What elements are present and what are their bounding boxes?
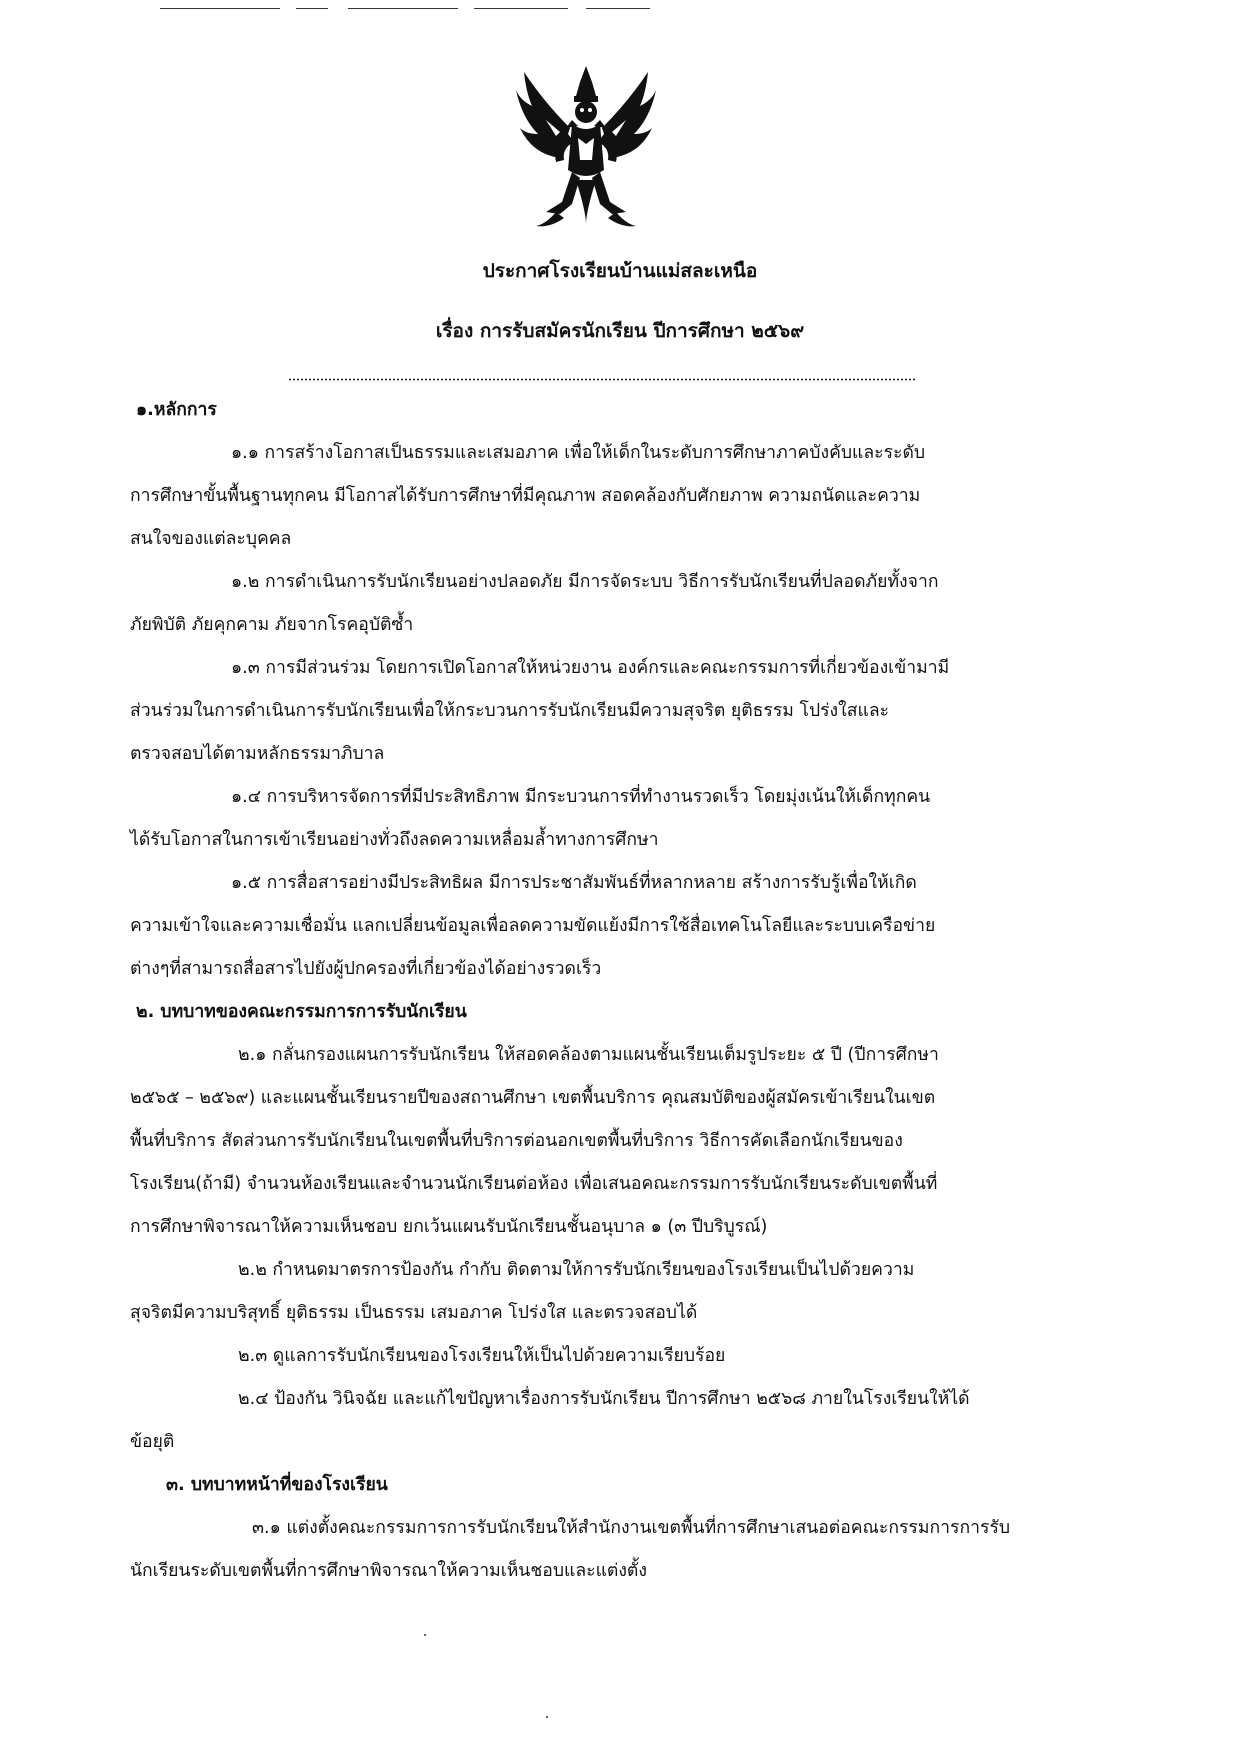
section-1-line: ๑.๔ การบริหารจัดการที่มีประสิทธิภาพ มีกระบวนการที่ทำงานรวดเร็ว โดยมุ่งเน้นให้เด็กทุกคน — [231, 787, 931, 807]
section-2-heading: ๒. บทบาทของคณะกรรมการการรับนักเรียน — [136, 1002, 467, 1022]
section-2-line: ๒.๑ กลั่นกรองแผนการรับนักเรียน ให้สอดคล้องตามแผนชั้นเรียนเต็มรูประยะ ๕ ปี (ปีการศึกษา — [238, 1045, 939, 1065]
section-1-line: ๑.๑ การสร้างโอกาสเป็นธรรมและเสมอภาค เพื่อให้เด็กในระดับการศึกษาภาคบังคับและระดับ — [231, 443, 926, 463]
scan-artifact-line — [296, 8, 328, 9]
document-title: ประกาศโรงเรียนบ้านแม่สละเหนือ — [482, 260, 758, 282]
scan-artifact-line — [348, 8, 458, 9]
section-1-line: ส่วนร่วมในการดำเนินการรับนักเรียนเพื่อให้กระบวนการรับนักเรียนมีความสุจริต ยุติธรรม โปร่งใสและ — [130, 701, 890, 721]
section-3-heading: ๓. บทบาทหน้าที่ของโรงเรียน — [166, 1475, 388, 1495]
scan-speck — [546, 1716, 548, 1718]
garuda-emblem — [516, 62, 656, 232]
section-1-line: สนใจของแต่ละบุคคล — [130, 529, 292, 549]
section-1-line: ภัยพิบัติ ภัยคุกคาม ภัยจากโรคอุบัติซ้ำ — [130, 615, 414, 635]
section-1-line: ได้รับโอกาสในการเข้าเรียนอย่างทั่วถึงลดความเหลื่อมล้ำทางการศึกษา — [130, 830, 659, 850]
scan-artifact-line — [160, 8, 280, 9]
scan-artifact-line — [474, 8, 568, 9]
section-2-line: ๒.๔ ป้องกัน วินิจฉัย และแก้ไขปัญหาเรื่องการรับนักเรียน ปีการศึกษา ๒๕๖๘ ภายในโรงเรียนให้ได้ — [238, 1389, 970, 1409]
section-3-line: ๓.๑ แต่งตั้งคณะกรรมการการรับนักเรียนให้สำนักงานเขตพื้นที่การศึกษาเสนอต่อคณะกรรมการการรับ — [252, 1518, 1011, 1538]
section-3-line: นักเรียนระดับเขตพื้นที่การศึกษาพิจารณาให้ความเห็นชอบและแต่งตั้ง — [130, 1561, 647, 1581]
section-2-line: ๒.๓ ดูแลการรับนักเรียนของโรงเรียนให้เป็นไปด้วยความเรียบร้อย — [238, 1346, 726, 1366]
document-subject: เรื่อง การรับสมัครนักเรียน ปีการศึกษา ๒๕๖๙ — [435, 320, 805, 342]
section-2-line: ๒.๒ กำหนดมาตรการป้องกัน กำกับ ติดตามให้การรับนักเรียนของโรงเรียนเป็นไปด้วยความ — [238, 1260, 915, 1280]
section-1-heading: ๑.หลักการ — [136, 400, 217, 420]
section-1-line: ความเข้าใจและความเชื่อมั่น แลกเปลี่ยนข้อมูลเพื่อลดความขัดแย้งมีการใช้สื่อเทคโนโลยีและระบบเครือข่าย — [130, 916, 936, 936]
section-2-line: ข้อยุติ — [130, 1432, 175, 1452]
dotted-separator — [288, 378, 916, 381]
section-2-line: ๒๕๖๕ – ๒๕๖๙) และแผนชั้นเรียนรายปีของสถานศึกษา เขตพื้นบริการ คุณสมบัติของผู้สมัครเข้าเรียนในเขต — [130, 1088, 936, 1108]
scan-artifact-line — [586, 8, 650, 9]
section-2-line: สุจริตมีความบริสุทธิ์ ยุติธรรม เป็นธรรม เสมอภาค โปร่งใส และตรวจสอบได้ — [130, 1303, 698, 1323]
section-1-line: ต่างๆที่สามารถสื่อสารไปยังผู้ปกครองที่เกี่ยวข้องได้อย่างรวดเร็ว — [130, 959, 602, 979]
section-2-line: โรงเรียน(ถ้ามี) จำนวนห้องเรียนและจำนวนนักเรียนต่อห้อง เพื่อเสนอคณะกรรมการรับนักเรียนระดับเขตพื้นที่ — [130, 1174, 938, 1194]
section-2-line: การศึกษาพิจารณาให้ความเห็นชอบ ยกเว้นแผนรับนักเรียนชั้นอนุบาล ๑ (๓ ปีบริบูรณ์) — [130, 1217, 768, 1237]
section-2-line: พื้นที่บริการ สัดส่วนการรับนักเรียนในเขตพื้นที่บริการต่อนอกเขตพื้นที่บริการ วิธีการคัดเลือกนักเรียนของ — [130, 1131, 903, 1151]
section-1-line: ๑.๓ การมีส่วนร่วม โดยการเปิดโอกาสให้หน่วยงาน องค์กรและคณะกรรมการที่เกี่ยวข้องเข้ามามี — [231, 658, 950, 678]
scan-speck — [424, 1634, 426, 1636]
section-1-line: ๑.๒ การดำเนินการรับนักเรียนอย่างปลอดภัย มีการจัดระบบ วิธีการรับนักเรียนที่ปลอดภัยทั้งจาก — [231, 572, 939, 592]
section-1-line: ตรวจสอบได้ตามหลักธรรมาภิบาล — [130, 744, 385, 764]
section-1-line: การศึกษาขั้นพื้นฐานทุกคน มีโอกาสได้รับการศึกษาที่มีคุณภาพ สอดคล้องกับศักยภาพ ความถนัดและความ — [130, 486, 921, 506]
section-1-line: ๑.๕ การสื่อสารอย่างมีประสิทธิผล มีการประชาสัมพันธ์ที่หลากหลาย สร้างการรับรู้เพื่อให้เกิด — [231, 873, 917, 893]
